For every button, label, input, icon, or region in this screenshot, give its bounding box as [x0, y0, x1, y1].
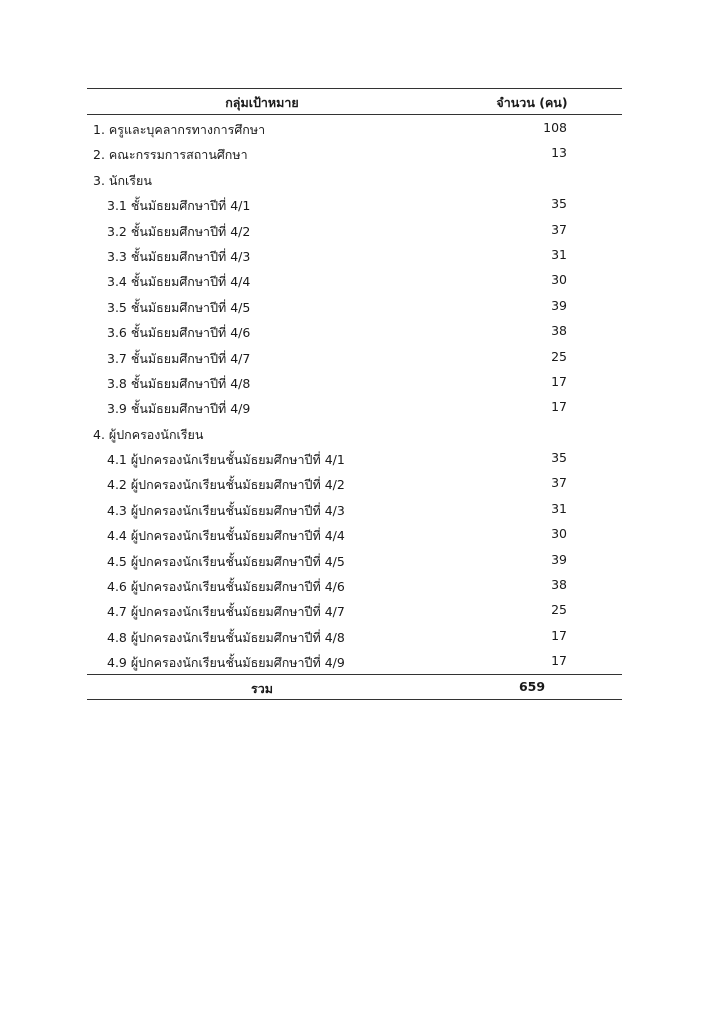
row-label: 4.1 ผู้ปกครองนักเรียนชั้นมัธยมศึกษาปีที่ 4/1 [107, 452, 345, 468]
row-label: 4.3 ผู้ปกครองนักเรียนชั้นมัธยมศึกษาปีที่ 4/3 [107, 502, 345, 518]
row-count: 13 [551, 145, 567, 161]
row-label: 4.8 ผู้ปกครองนักเรียนชั้นมัธยมศึกษาปีที่ 4/8 [107, 629, 345, 645]
table-row [87, 572, 622, 597]
row-count: 25 [551, 602, 567, 618]
row-label: 4.6 ผู้ปกครองนักเรียนชั้นมัธยมศึกษาปีที่ 4/6 [107, 579, 345, 595]
row-label: 1. ครูและบุคลากรทางการศึกษา [93, 122, 266, 137]
table-row [87, 115, 622, 140]
row-count: 37 [551, 475, 567, 491]
row-count: 30 [551, 272, 567, 288]
table-row [87, 344, 622, 369]
table-row [87, 521, 622, 546]
row-label: 3.4 ชั้นมัธยมศึกษาปีที่ 4/4 [107, 274, 251, 290]
table-body [87, 115, 622, 674]
row-label: 3.7 ชั้นมัธยมศึกษาปีที่ 4/7 [107, 350, 251, 366]
row-count: 39 [551, 297, 567, 313]
table-row [87, 470, 622, 495]
row-label: 3. นักเรียน [93, 172, 152, 188]
row-label: 4.2 ผู้ปกครองนักเรียนชั้นมัธยมศึกษาปีที่ 4/2 [107, 477, 345, 493]
row-label: 3.6 ชั้นมัธยมศึกษาปีที่ 4/6 [107, 325, 251, 341]
row-count: 17 [551, 399, 567, 415]
row-label: 4.4 ผู้ปกครองนักเรียนชั้นมัธยมศึกษาปีที่ 4/4 [107, 528, 345, 544]
row-label: 3.1 ชั้นมัธยมศึกษาปีที่ 4/1 [107, 198, 251, 214]
row-label: 3.5 ชั้นมัธยมศึกษาปีที่ 4/5 [107, 299, 251, 315]
table-row [87, 191, 622, 216]
table-row [87, 242, 622, 267]
row-label: 3.9 ชั้นมัธยมศึกษาปีที่ 4/9 [107, 401, 251, 417]
row-label: 3.8 ชั้นมัธยมศึกษาปีที่ 4/8 [107, 375, 251, 391]
row-count: 25 [551, 348, 567, 364]
row-count: 30 [551, 526, 567, 542]
row-label: 4. ผู้ปกครองนักเรียน [93, 426, 204, 442]
table-total-row [87, 675, 622, 699]
table-row [87, 166, 622, 191]
row-count: 17 [551, 627, 567, 643]
row-label: 4.9 ผู้ปกครองนักเรียนชั้นมัธยมศึกษาปีที่ 4/9 [107, 655, 345, 671]
row-count: 108 [543, 120, 567, 135]
row-count: 37 [551, 221, 567, 237]
row-count: 39 [551, 551, 567, 567]
row-count: 35 [551, 196, 567, 212]
table-row [87, 496, 622, 521]
row-count: 38 [551, 323, 567, 339]
total-label: รวม [251, 680, 273, 696]
table-row [87, 318, 622, 343]
table-row [87, 420, 622, 445]
total-count: 659 [518, 678, 546, 694]
row-count: 38 [551, 577, 567, 593]
table-row [87, 217, 622, 242]
table-row [87, 597, 622, 622]
table-row [87, 547, 622, 572]
row-count: 35 [551, 450, 567, 466]
row-count: 17 [551, 653, 567, 669]
table-bottom-rule [87, 699, 622, 700]
row-label: 3.3 ชั้นมัธยมศึกษาปีที่ 4/3 [107, 248, 251, 264]
table-row [87, 369, 622, 394]
row-count: 31 [551, 246, 567, 262]
table-row [87, 140, 622, 165]
table-row [87, 293, 622, 318]
row-label: 2. คณะกรรมการสถานศึกษา [93, 147, 248, 163]
target-group-table [87, 88, 622, 700]
table-row [87, 623, 622, 648]
table-header [87, 89, 622, 114]
header-count: จำนวน (คน) [496, 95, 568, 110]
row-count: 31 [551, 500, 567, 516]
row-count: 17 [551, 373, 567, 389]
table-row [87, 648, 622, 673]
table-row [87, 394, 622, 419]
table-row [87, 267, 622, 292]
row-label: 4.7 ผู้ปกครองนักเรียนชั้นมัธยมศึกษาปีที่ 4/7 [107, 604, 345, 620]
row-label: 4.5 ผู้ปกครองนักเรียนชั้นมัธยมศึกษาปีที่ 4/5 [107, 553, 345, 569]
table-row [87, 445, 622, 470]
header-target-group: กลุ่มเป้าหมาย [225, 95, 299, 110]
row-label: 3.2 ชั้นมัธยมศึกษาปีที่ 4/2 [107, 223, 251, 239]
